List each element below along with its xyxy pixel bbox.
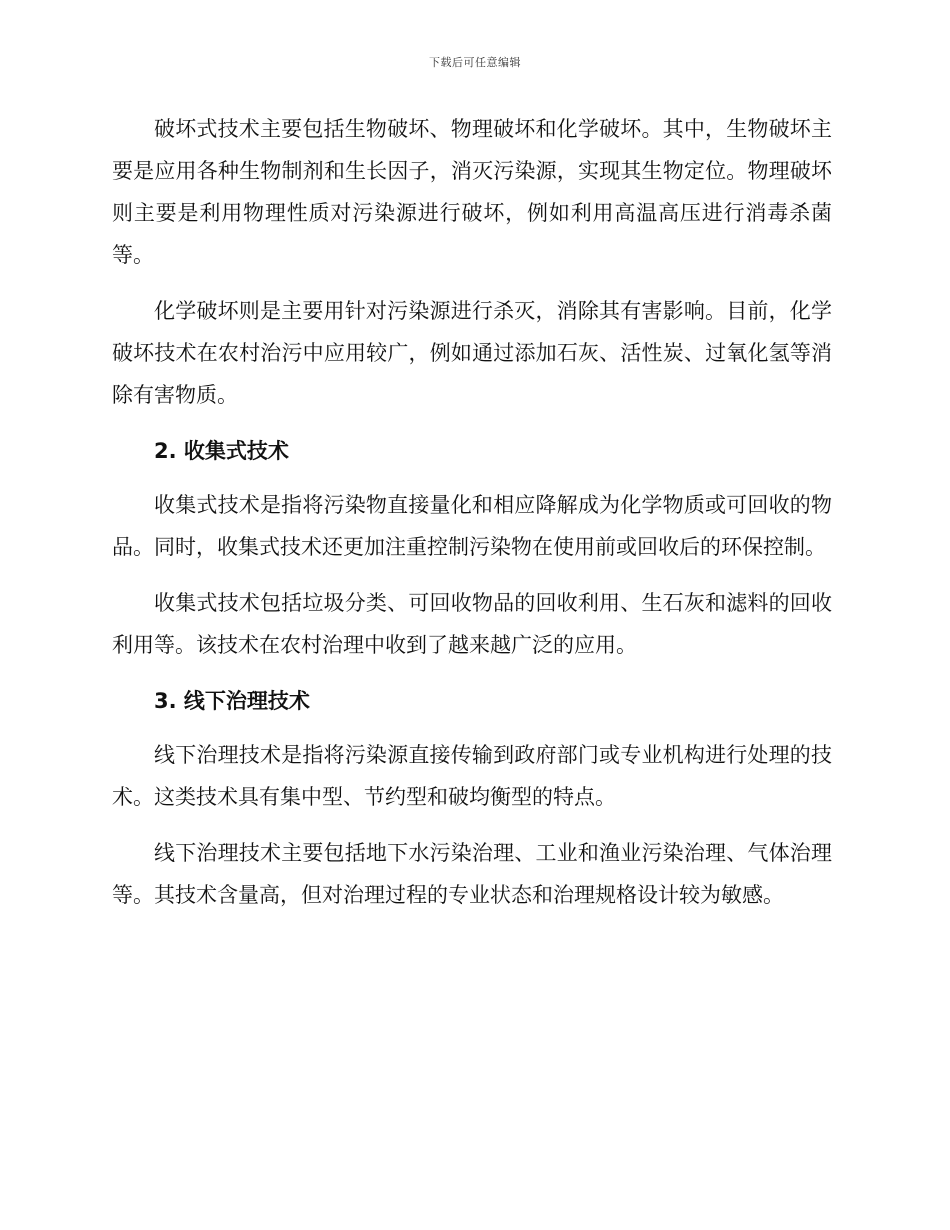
paragraph-offline-definition: 线下治理技术是指将污染源直接传输到政府部门或专业机构进行处理的技术。这类技术具有集中型、节约型和破均衡型的特点。 — [112, 743, 832, 809]
document-body — [112, 108, 832, 930]
section-heading-offline-treatment: 3. 线下治理技术 — [154, 689, 310, 713]
paragraph-collection-definition: 收集式技术是指将污染物直接量化和相应降解成为化学物质或可回收的物品。同时，收集式技术还更加注重控制污染物在使用前或回收后的环保控制。 — [112, 493, 832, 559]
section-heading-collection: 2. 收集式技术 — [154, 439, 289, 463]
header-note: 下载后可任意编辑 — [429, 56, 521, 69]
paragraph-chemical-destruction: 化学破坏则是主要用针对污染源进行杀灭，消除其有害影响。目前，化学破坏技术在农村治污中应用较广，例如通过添加石灰、活性炭、过氧化氢等消除有害物质。 — [112, 299, 832, 407]
paragraph-destructive-overview: 破坏式技术主要包括生物破坏、物理破坏和化学破坏。其中，生物破坏主要是应用各种生物制剂和生长因子，消灭污染源，实现其生物定位。物理破坏则主要是利用物理性质对污染源进行破坏，例如利用高温高压进行消毒杀菌等。 — [112, 117, 832, 267]
paragraph-collection-examples: 收集式技术包括垃圾分类、可回收物品的回收利用、生石灰和滤料的回收利用等。该技术在农村治理中收到了越来越广泛的应用。 — [112, 591, 832, 657]
paragraph-offline-examples: 线下治理技术主要包括地下水污染治理、工业和渔业污染治理、气体治理等。其技术含量高，但对治理过程的专业状态和治理规格设计较为敏感。 — [112, 841, 832, 907]
